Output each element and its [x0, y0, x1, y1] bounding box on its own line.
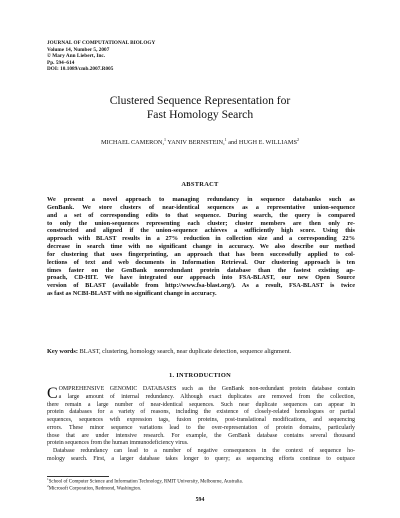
body-line: mology search. First, a larger database takes longer to query; as sequencing efforts continue to outpace	[47, 455, 355, 462]
body-line: protein databases for a variety of reasons, including the existence of closely-related homologues or partial	[47, 409, 355, 416]
abstract-line: as fast as NCBI-BLAST with no significant change in accuracy.	[47, 290, 217, 298]
body-line: Database redundancy can lead to a number of negative consequences in the context of sequence ho-	[53, 448, 355, 454]
section-heading: 1. INTRODUCTION	[168, 372, 232, 379]
page-number: 594	[195, 497, 205, 503]
drop-cap: C	[47, 385, 58, 402]
title-line-1: Clustered Sequence Representation for	[109, 94, 291, 107]
abstract-line: version of BLAST (available from http://www.fsa-blast.org/). As a result, FSA-BLAST is twice	[47, 282, 355, 290]
abstract-line: proach, CD-HIT. We have integrated our approach into FSA-BLAST, our new Open Source	[47, 274, 355, 282]
author-3: HUGH E. WILLIAMS	[238, 139, 298, 146]
journal-header	[47, 40, 155, 73]
author-2: YANIV BERNSTEIN,	[167, 139, 225, 146]
abstract-line: lections of text and web documents in Information Retrieval. Our clustering approach is ten	[47, 258, 355, 266]
abstract-line: constructed and aligned if the union-sequence achieves a sufficiently high score. Using this	[47, 227, 355, 235]
doi: DOI: 10.1089/cmb.2007.R005	[47, 66, 114, 73]
paper-title	[0, 94, 400, 122]
abstract-line: approach with BLAST results in a 27% reduction in collection size and a corresponding 22%	[47, 235, 355, 243]
keywords-text: BLAST, clustering, homology search, near duplicate detection, sequence alignment.	[79, 348, 292, 355]
footnote-2	[47, 483, 243, 493]
keywords-label: Key words:	[47, 348, 78, 355]
keywords	[47, 348, 355, 356]
introduction-text	[47, 386, 355, 464]
body-line: those that are under intensive research. For example, the GenBank database contains several thousand	[47, 432, 355, 439]
abstract-line: to only the union-sequences representing each cluster; cluster members are then only re-	[47, 219, 355, 227]
body-line: OMPREHENSIVE GENOMIC DATABASES such as the GenBank non-redundant protein database contain	[58, 386, 355, 392]
body-line: a large amount of internal redundancy. Although exact duplicates are removed from the collection,	[58, 393, 355, 400]
copyright: © Mary Ann Liebert, Inc.	[47, 53, 106, 60]
author-conjunction: and	[228, 139, 238, 146]
page-range: Pp. 594–614	[47, 59, 75, 66]
footnote-rule	[47, 476, 109, 477]
abstract-line: and a set of corresponding edits to that sequence. During search, the query is compared	[47, 211, 355, 219]
author-1: MICHAEL CAMERON,	[100, 139, 165, 146]
body-line: there remain a large number of near-identical sequences. Such near duplicate sequences can appear in	[47, 401, 355, 408]
title-line-2: Fast Homology Search	[146, 108, 254, 121]
abstract-line: GenBank. We store clusters of near-identical sequences as a representative union-sequence	[47, 203, 355, 211]
footnote-1	[47, 479, 243, 486]
abstract-line: We present a novel approach to managing redundancy in sequence databanks such as	[47, 196, 355, 203]
author-list	[0, 136, 400, 146]
abstract-line: times faster on the GenBank nonredundant protein database than the fastest existing ap-	[47, 266, 355, 274]
footnote-1-marker: 1	[47, 477, 49, 481]
body-line: sequences, sequences with expression tags, fusion proteins, post-translational modifications, and sequencing	[47, 417, 355, 423]
author-3-affiliation: 2	[297, 136, 300, 142]
footnote-1-text: School of Computer Science and Information Technology, RMIT University, Melbourne, Australia.	[48, 479, 243, 485]
abstract-heading: ABSTRACT	[181, 181, 219, 188]
footnotes	[47, 479, 243, 493]
journal-volume: Volume 14, Number 5, 2007	[47, 46, 110, 53]
abstract-text	[47, 196, 355, 298]
abstract-line: for clustering that uses fingerprinting, an approach that has been successfully applied to col-	[47, 250, 355, 258]
footnote-2-marker: 2	[47, 483, 49, 488]
body-line: protein sequences from the human immunodeficiency virus.	[47, 440, 189, 447]
author-1-affiliation: 1	[164, 136, 167, 142]
author-2-affiliation: 1	[224, 136, 227, 142]
abstract-line: decrease in search time with no significant change in accuracy. We also describe our method	[47, 243, 355, 251]
body-line: errors. These minor sequence variations lead to the over-representation of protein domains, particularly	[47, 424, 355, 431]
journal-name: JOURNAL OF COMPUTATIONAL BIOLOGY	[47, 40, 156, 46]
footnote-2-text: Microsoft Corporation, Redmond, Washington.	[48, 486, 142, 492]
